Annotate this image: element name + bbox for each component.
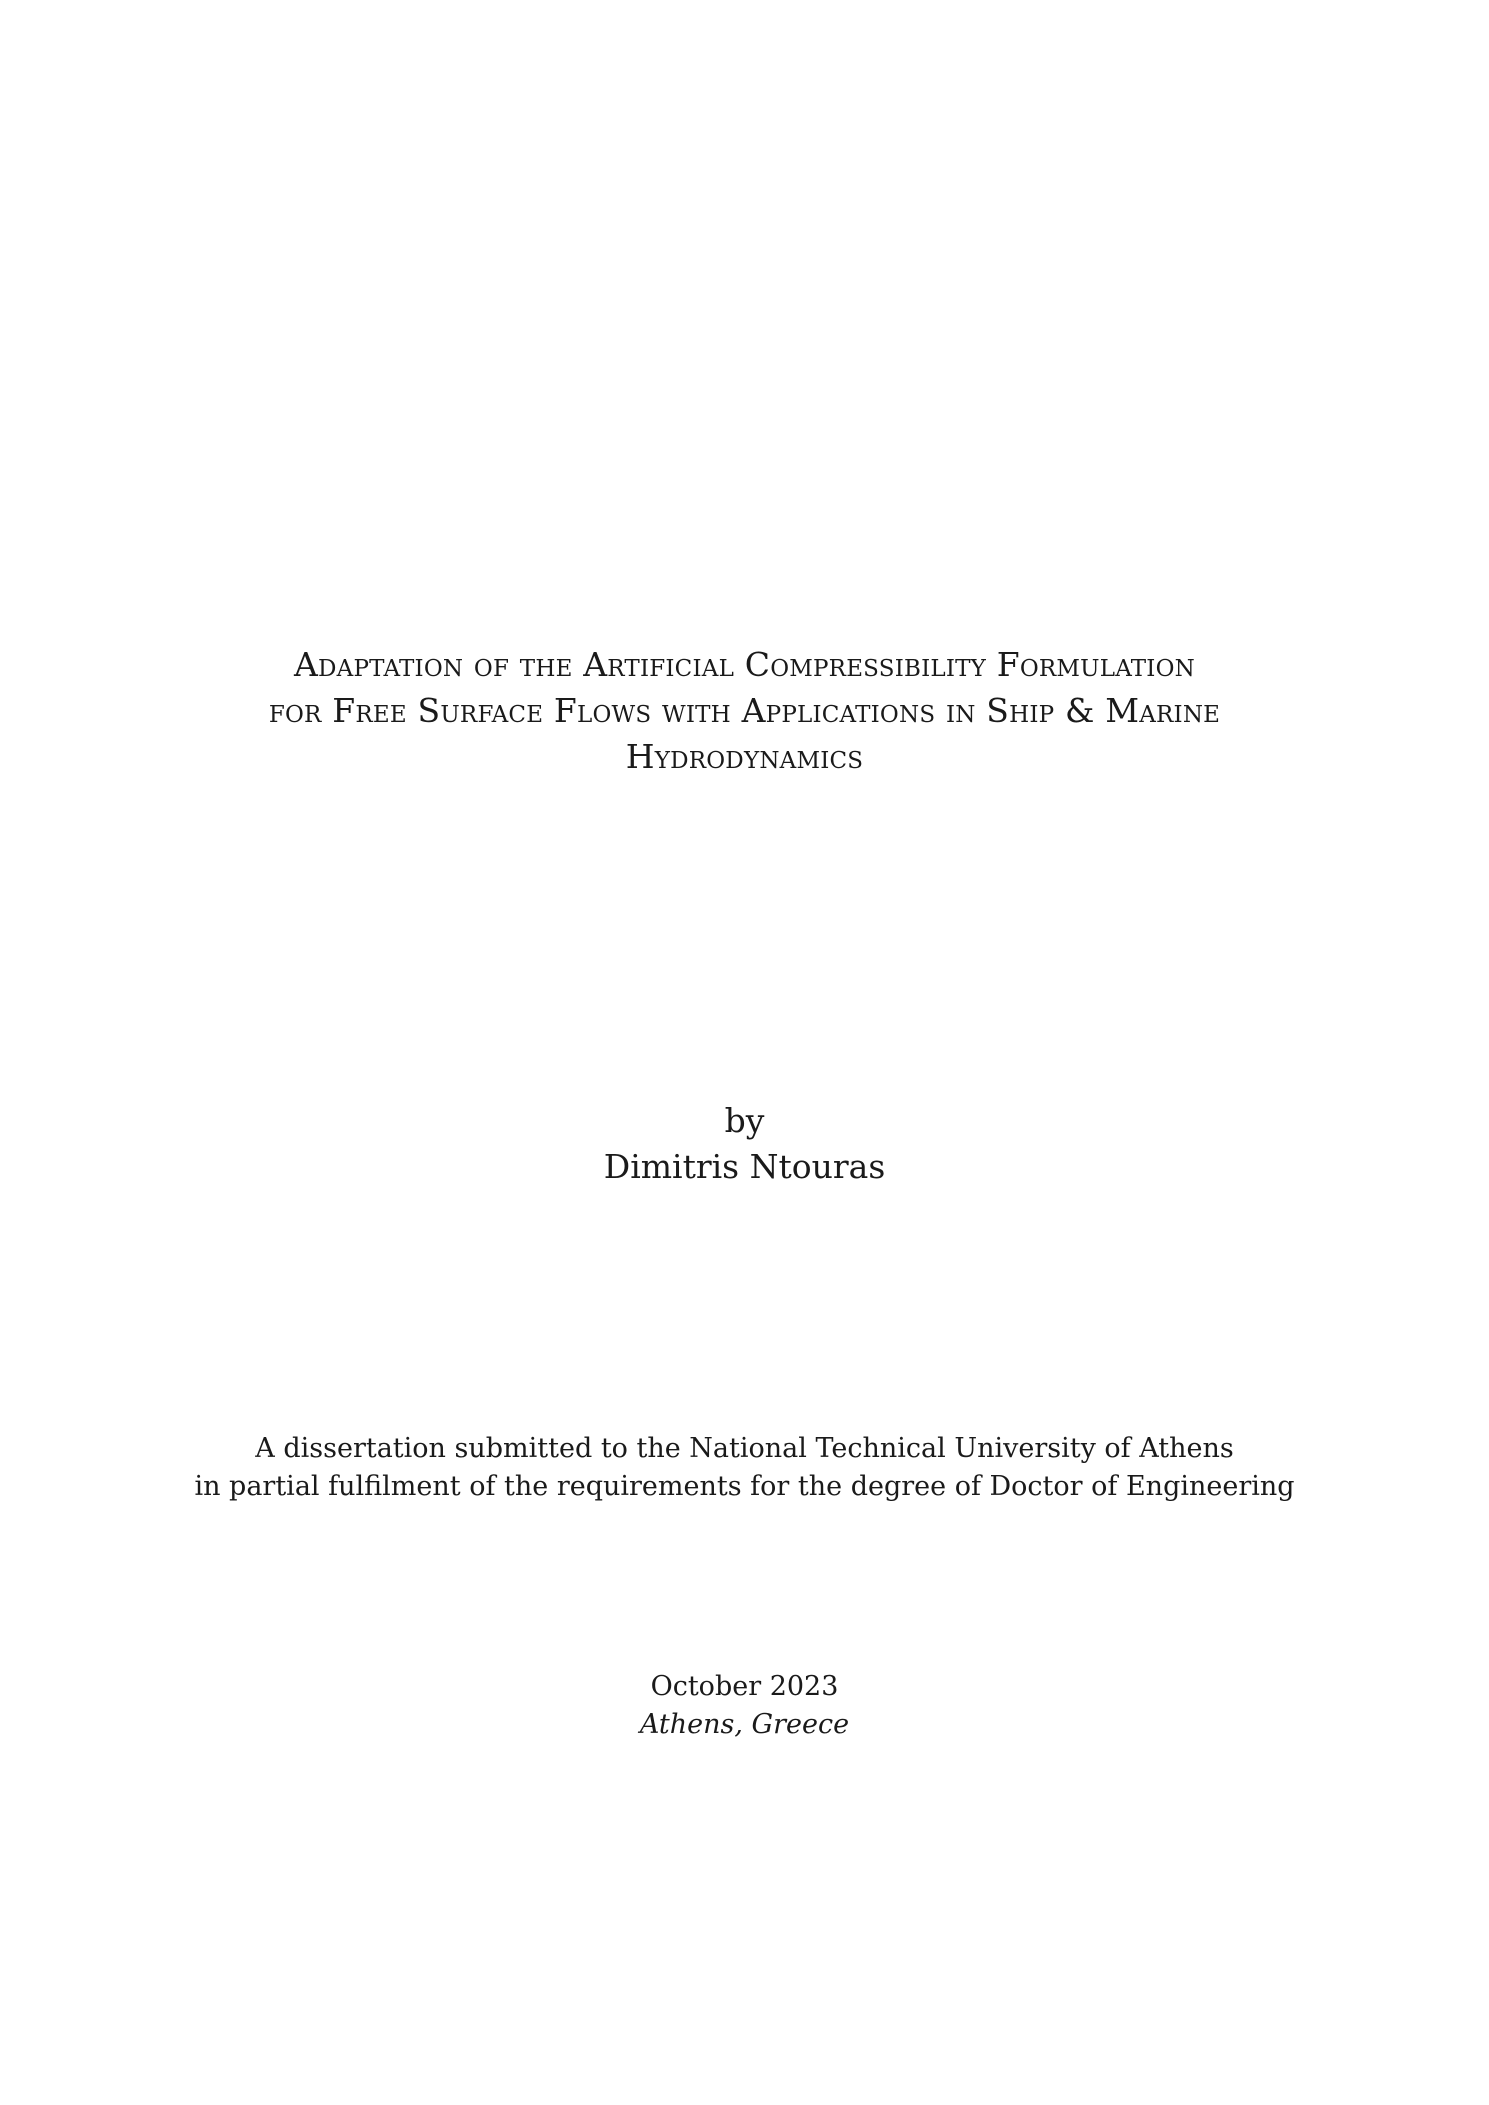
title-line-1: Adaptation of the Artificial Compressibility Formulation [294,645,1195,684]
author-name: Dimitris Ntouras [603,1147,886,1186]
submission-statement [0,1430,1489,1506]
submission-place: Athens, Greece [639,1709,850,1740]
date-place-block [0,1668,1489,1744]
author-block [0,1098,1489,1190]
title-line-2: for Free Surface Flows with Applications in Ship & Marine [268,691,1221,730]
by-label: by [724,1101,765,1140]
title-line-3: Hydrodynamics [625,737,864,776]
submission-date: October 2023 [650,1671,839,1702]
dissertation-title [0,642,1489,780]
submission-line-2: in partial fulfilment of the requirements for the degree of Doctor of Engineering [194,1471,1295,1502]
submission-line-1: A dissertation submitted to the National Technical University of Athens [255,1433,1234,1464]
